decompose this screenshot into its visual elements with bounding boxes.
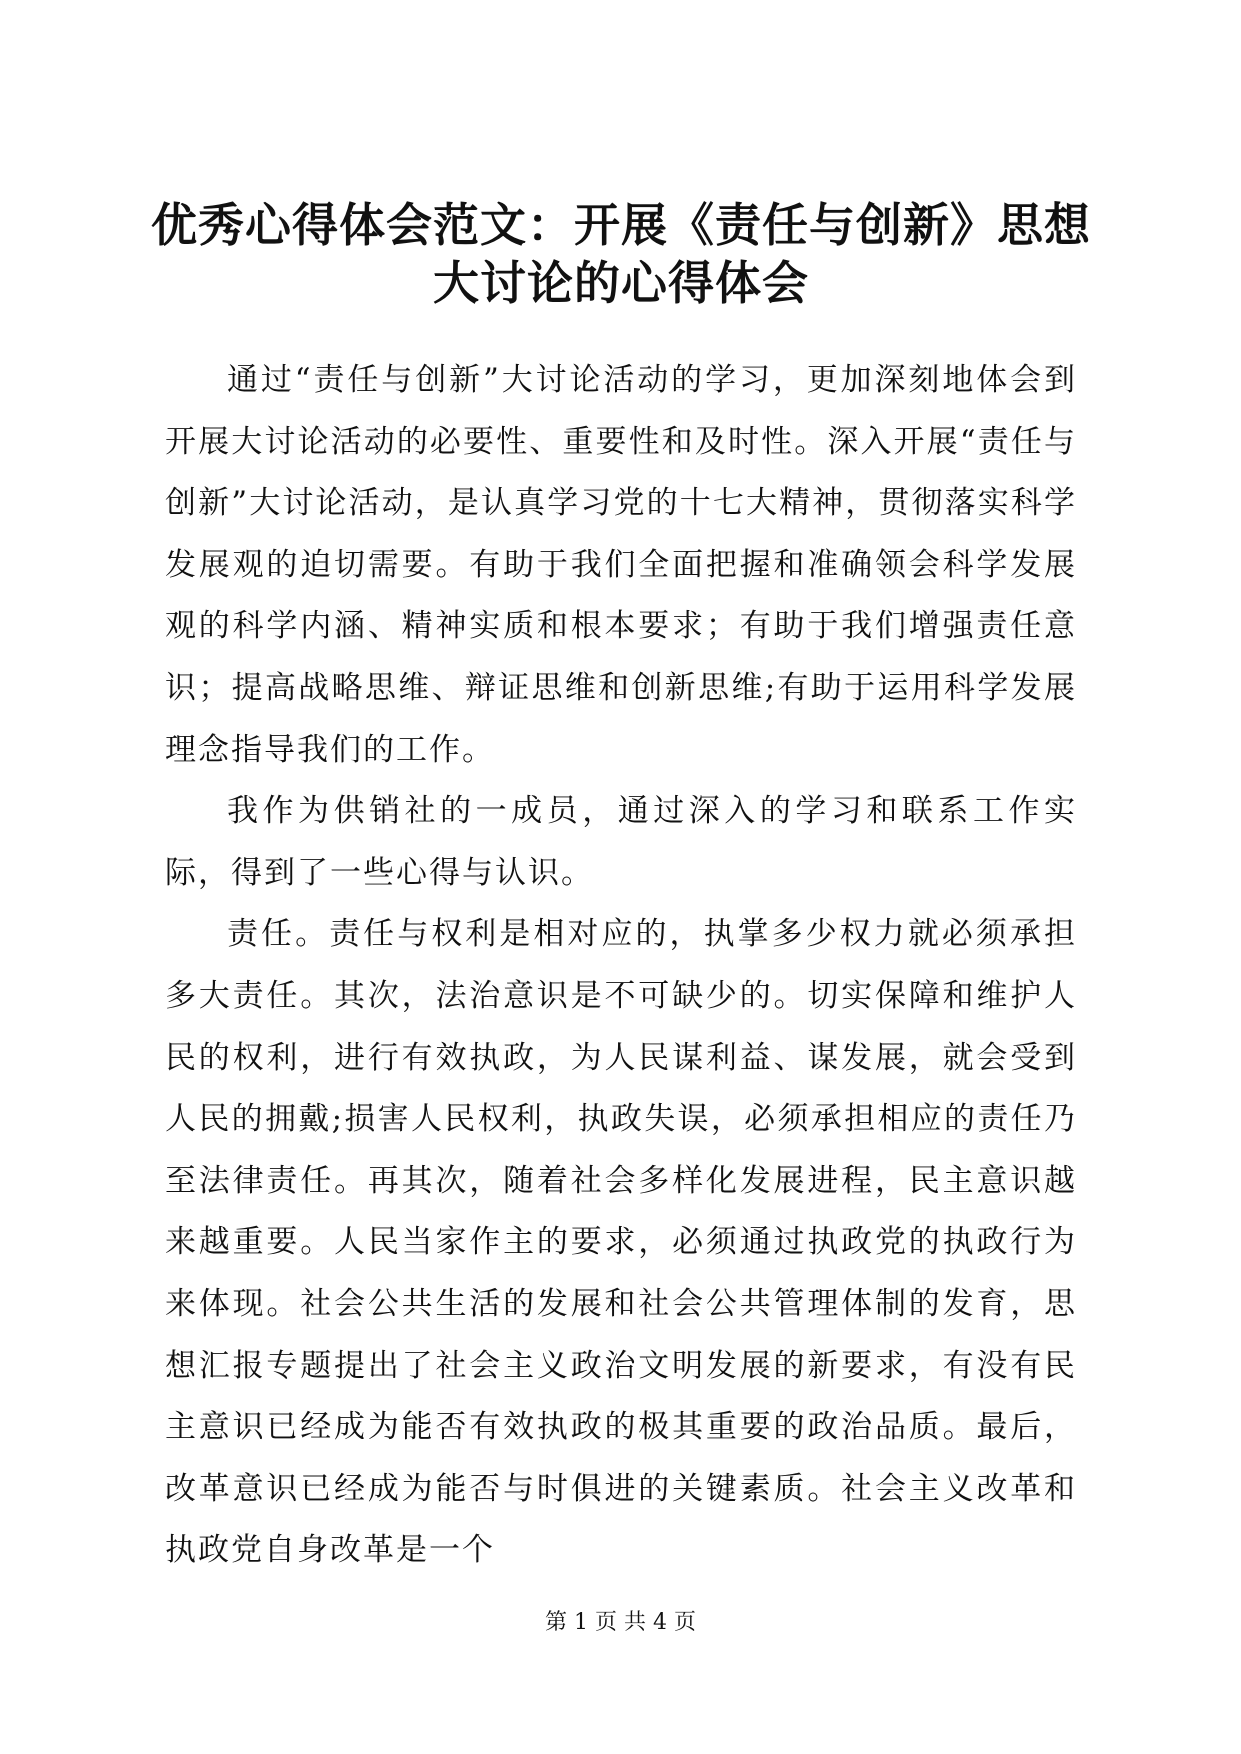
title-line-2: 大讨论的心得体会 xyxy=(433,256,809,310)
paragraph-intro: 通过“责任与创新”大讨论活动的学习，更加深刻地体会到开展大讨论活动的必要性、重要性和及时性。深入开展“责任与创新”大讨论活动，是认真学习党的十七大精神，贯彻落实科学发展观的迫切需要。有助于我们全面把握和准确领会科学发展观的科学内涵、精神实质和根本要求；有助于我们增强责任意识；提高战略思维、辩证思维和创新思维;有助于运用科学发展理念指导我们的工作。 xyxy=(165,362,1077,768)
document-title xyxy=(150,196,1092,312)
title-line-1: 优秀心得体会范文：开展《责任与创新》思想 xyxy=(151,198,1091,252)
paragraph-responsibility: 责任。责任与权利是相对应的，执掌多少权力就必须承担多大责任。其次，法治意识是不可缺少的。切实保障和维护人民的权利，进行有效执政，为人民谋利益、谋发展，就会受到人民的拥戴;损害人民权利，执政失误，必须承担相应的责任乃至法律责任。再其次，随着社会多样化发展进程，民主意识越来越重要。人民当家作主的要求，必须通过执政党的执政行为来体现。社会公共生活的发展和社会公共管理体制的发育，思想汇报专题提出了社会主义政治文明发展的新要求，有没有民主意识已经成为能否有效执政的极其重要的政治品质。最后，改革意识已经成为能否与时俱进的关键素质。社会主义改革和执政党自身改革是一个 xyxy=(165,916,1077,1569)
page-number-footer: 第 1 页 共 4 页 xyxy=(545,1610,696,1635)
paragraph-personal: 我作为供销社的一成员，通过深入的学习和联系工作实际，得到了一些心得与认识。 xyxy=(165,793,1077,891)
document-body xyxy=(165,350,1077,1582)
